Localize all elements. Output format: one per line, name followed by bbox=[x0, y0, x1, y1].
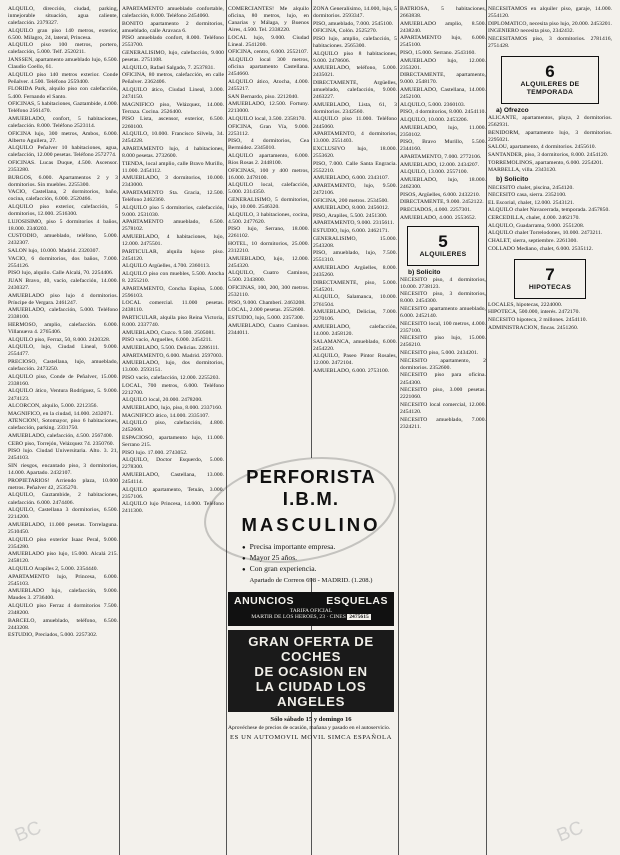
classified-ad: APARTAMENTO lujo, 6.000. 2545100. bbox=[400, 35, 486, 49]
section-label: HIPOTECAS bbox=[528, 283, 572, 291]
classified-ad: LOCAL comercial. 11.000 pesetas. 2438110. bbox=[122, 300, 224, 314]
classified-ad: APARTAMENTO, 4 dormitorios, 13.000. 2551403. bbox=[313, 131, 397, 145]
classified-ad: NECESITO piso para oficina. 2454300. bbox=[400, 372, 486, 386]
classified-ad: NECESITAMOS piso, 3 dormitorios. 2781416, 2751428. bbox=[488, 35, 612, 50]
classified-ad: DIRECTAMENTE, Argüelles, amueblado, calefacción, 9.000. 2463227. bbox=[313, 80, 397, 101]
classified-ad: ALQUILO Peñalver 10 habitaciones, agua, calefacción, 12.000 pesetas. Teléfono 2572774. bbox=[8, 145, 118, 159]
classified-ad: AMUEBLADO, 12.000. 2434207. bbox=[400, 161, 480, 168]
classified-ad: ZONA Generalísimo, 14.000, lujo, 5 dormitorios. 2593347. bbox=[313, 6, 397, 20]
classified-ad: PISO, 4 dormitorios, 8.000. 2454110. bbox=[400, 109, 486, 116]
classified-ad: AMUEBLADO, lujo, 12.000. 2454320. bbox=[228, 255, 309, 269]
classified-ad: APARTAMENTO lujo, 4 habitaciones, 8.000 pesetas. 2732600. bbox=[122, 145, 224, 159]
classified-ad: PISO, 7.000. Calle Santa Engracia. 2552210. bbox=[313, 160, 397, 174]
classified-ad: APARTAMENTO lujo, Princesa, 6.000. 2545103. bbox=[8, 573, 118, 587]
classified-ad: AMUEBLADO, Delicias, 7.000. 2270106. bbox=[313, 309, 397, 323]
classified-ad: AMUEBLADO piso lujo, 15.000. Alcalá 215. 2458120. bbox=[8, 551, 118, 565]
classified-ad: ALQUILO ático, Ventura Rodríguez, 5. 9.000. 2474123. bbox=[8, 388, 118, 402]
classified-ad: APARTAMENTO, 6.000. Madrid. 2597003. bbox=[122, 352, 224, 359]
classified-ad: ALQUILO local 300 metros, oficina apartamento Castellana. 2454660. bbox=[228, 57, 309, 78]
ad-anuncios-label: ANUNCIOS bbox=[234, 595, 295, 607]
classified-ad: AMUEBLADO, 3 dormitorios, 10.000. 2343000. bbox=[122, 175, 224, 189]
classified-ad: COLLADO Mediano, chalet, 6.000. 2535112. bbox=[488, 245, 594, 252]
classified-ad: ALQUILO, dirección, ciudad, parking, inmejorable situación, agua caliente, calefacción. 2379327. bbox=[8, 6, 118, 27]
classified-ad: AMUEBLADO, Cuzco. 9.500. 2505081. bbox=[122, 329, 216, 336]
classified-ad: EXCLUSIVO lujo, 18.000. 2553620. bbox=[313, 145, 397, 159]
classified-ad: PRECIOSO, Castellana, lujo, amueblado, calefacción. 2473250. bbox=[8, 359, 118, 373]
classified-ad: AMUEBLADO, 8.000. 2456012. bbox=[313, 205, 390, 212]
classified-ad: NECESITO piso, 4 dormitorios, 10.000. 2738123. bbox=[400, 276, 486, 290]
classified-ad: OFICINAS. Lucas Duque, 4.500. Ascensor. 2353280. bbox=[8, 159, 118, 173]
classified-ad: VACIO, 6 dormitorios, dos baños, 7.000. 2554126. bbox=[8, 255, 118, 269]
classified-ad: LOCAL, 700 metros, 6.000. Teléfono 2212700. bbox=[122, 382, 224, 396]
classified-ad: AMUEBLADO, calefacción, 5.000. Teléfono 2338100. bbox=[8, 307, 118, 321]
classified-ad: ALQUILO piso, Ferraz, 50, 8.000. 2420328. bbox=[8, 336, 111, 343]
classified-ad: ALQUILO, Castellana 3 dormitorios, 6.500. 2214200. bbox=[8, 507, 118, 521]
classified-ad: NECESITO hipoteca, 2 millones. 2454110. bbox=[488, 316, 588, 323]
classified-ad: AMUEBLADO, Castellana, 14.000. 2452100. bbox=[400, 87, 486, 101]
ad-coches-line: LA CIUDAD LOS ANGELES bbox=[255, 678, 367, 709]
classified-ad: SANTANDER, piso, 3 dormitorios, 8.000. 2454120. bbox=[488, 152, 609, 159]
classified-ad: BATRIOSA, 5 habitaciones, 2663838. bbox=[400, 6, 486, 20]
classified-ad: JANSSEN, apartamento amueblado lujo, 6.500. Claudio Coello, 61. bbox=[8, 57, 118, 71]
classified-ad: AMUEBLADO, lujo, dos dormitorios, 13.000. 2593151. bbox=[122, 360, 224, 374]
classified-ad: DIRECTAMENTE, 9.000. 2452122. bbox=[400, 199, 484, 206]
classified-ad: LOCAL lujo, 9.000. Ciudad Lineal. 2541200. bbox=[228, 34, 309, 48]
classified-ad: APARTAMENTO Sta. Gracia, 12.500. Teléfono 2462360. bbox=[122, 189, 224, 203]
ad-requirement: ● Precisa importante empresa. bbox=[242, 542, 394, 553]
classified-ad: AMUEBLADO, 6.000. 2753100. bbox=[313, 367, 390, 374]
ad-coches-line: GRAN OFERTA DE COCHES bbox=[248, 633, 374, 664]
classified-ad: OFICINA, Colón. 2525270. bbox=[313, 28, 378, 35]
classified-ad: AMUEBLADO, lujo, 11.000. 2350102. bbox=[400, 124, 486, 138]
classified-ad: NECESITO piso, 3.000 pesetas. 2221060. bbox=[400, 387, 486, 401]
classified-ad: ALQUILO, Paseo Pintor Rosales, 12.000. 2472104. bbox=[313, 353, 397, 367]
classified-ad: EL Escorial, chalet, 12.000. 2543121. bbox=[488, 199, 575, 206]
ad-requirement: ● Mayor 25 años. bbox=[242, 553, 394, 564]
classified-ad: ALQUILO piso, Conde de Peñalver, 15.000. 2338160. bbox=[8, 373, 118, 387]
classified-ad: PISO Lista, ascensor, exterior, 6.500. 2260100. bbox=[122, 116, 224, 130]
classified-ad: FLORIDA Park, alquilo piso con calefacción, 5.400. Fernando el Santo. bbox=[8, 86, 118, 100]
classified-ad: CEBO piso, Torrejón, Velázquez 74. 2350760. bbox=[8, 440, 115, 447]
classified-ad: ALQUILO Argüelles, 4.700. 2360113. bbox=[122, 263, 211, 270]
classified-ad: PISO vacío, calefacción, 12.000. 2255203. bbox=[122, 374, 220, 381]
classified-ad: LOCALES, hipotecas, 2224000. bbox=[488, 301, 563, 308]
classified-ad: AMUEBLADO, Cuatro Caminos. 2344011. bbox=[228, 322, 309, 336]
classified-ad: OFICINAS, 100 y 400 metros, 16.000. 2478100. bbox=[228, 167, 309, 181]
classified-ad: APARTAMENTO amueblado, 6.500. 2578102. bbox=[122, 219, 224, 233]
classified-ad: ALQUILO local, 3.500. 2358170. bbox=[228, 115, 306, 122]
classified-ad: ALCORCON, alquilo, 5.000. 2212356. bbox=[8, 403, 98, 410]
classified-ad: ALQUILO piso, calefacción, 4.800. 2452600. bbox=[122, 420, 224, 434]
classified-ad: INGENIERO necesita piso, 2342432. bbox=[488, 28, 575, 35]
classified-ad: ALQUILO gran piso 140 metros, exterior, 6.500. Milagro, 24, lateral, Princesa. bbox=[8, 27, 118, 41]
classified-ad: PISO lujo. Ciudad Universitaria. Alto. 3. 21, 2454103. bbox=[8, 448, 118, 462]
classified-ad: DIRECTAMENTE, apartamento, 9.000. 2548170. bbox=[400, 72, 486, 86]
classified-ad: AMUEBLADO lujo, calefacción, 9.000. Maudes 3. 2736400. bbox=[8, 588, 118, 602]
classified-ad: OFICINA lujo, 300 metros, Ambos, 6.000. Alberto Aguilera, 27. bbox=[8, 130, 118, 144]
classified-ad: VACIO, Castellana, 2 dormitorios, baño, cocina, calefacción, 6.000. 2520466. bbox=[8, 189, 118, 203]
classified-ad: PISO, 15.000. Serrano. 2543160. bbox=[400, 50, 476, 57]
classified-ad: ALQUILO chalet Navacerrada, temporada. 2457850. bbox=[488, 207, 610, 214]
ad-coches-ocasion bbox=[228, 630, 394, 712]
classified-ad: NECESITO chalet, piscina, 2454120. bbox=[488, 184, 574, 191]
section-number: 6 bbox=[545, 62, 555, 82]
classified-ad: ALQUILO, Doctor Esquerdo, 5.000. 2278300. bbox=[122, 457, 224, 471]
section-header-temporada bbox=[501, 56, 599, 104]
classified-column-1 bbox=[8, 6, 118, 848]
classified-ad: PISO lujo. 17.000. 2743052. bbox=[122, 449, 188, 456]
classified-ad: MAGNIFICO piso, Velázquez, 14.000. Terraza. Cocina. 2526400. bbox=[122, 101, 224, 115]
svg-text:BC: BC bbox=[554, 817, 587, 847]
classified-ad: ALQUILO local, calefacción, 5.000. 2314350. bbox=[228, 182, 309, 196]
classified-ad: NECESITO piso lujo, 15.000. 2456210. bbox=[400, 335, 486, 349]
classified-column-5 bbox=[400, 6, 486, 848]
classified-ad: NECESITO piso, 3 dormitorios, 8.000. 2454300. bbox=[400, 291, 486, 305]
classified-ad: MAGNIFICO, en la ciudad, 14.000. 2432071. bbox=[8, 410, 114, 417]
classified-ad: AMUEBLADO, 12.500. Fortuny. 2213000. bbox=[228, 101, 309, 115]
classified-ad: PISO, Bravo Murillo, 5.500. 2344160. bbox=[400, 139, 486, 153]
classified-ad: ESTUDIO, lujo, 6.000. 2462171. bbox=[313, 228, 390, 235]
classified-ad: OFICINA, centro, 6.000. 2552107. bbox=[228, 49, 309, 56]
column-rule bbox=[226, 0, 227, 855]
classified-ad: AMUEBLADO, 6.000. 2343107. bbox=[313, 175, 390, 182]
section-label: ALQUILERES DE TEMPORADA bbox=[520, 81, 580, 97]
classified-ad: SALAMANCA, amueblado, 6.000. 2454220. bbox=[313, 338, 397, 352]
column-rule bbox=[486, 0, 487, 855]
classified-ad: AMUEBLADO, lujo, piso, 8.000. 2337160. bbox=[122, 404, 223, 411]
classified-ad: LUJOSISIMO, piso 5 dormitorios 4 baños, 18.000. 2340203. bbox=[8, 218, 118, 232]
classified-ad: NECESITO local, 100 metros, 4.000. 2357100. bbox=[400, 320, 486, 334]
classified-ad: HERMOSO, amplio, calefacción. 6.000. Villanueva 4. 2765406. bbox=[8, 322, 118, 336]
classified-ad: AMUEBLADO amplio, 8.500. 2438240. bbox=[400, 20, 486, 34]
classified-ad: PISO, amueblado, lujo, 7.500. 2551310. bbox=[313, 250, 397, 264]
classified-ad: AMUEBLADO piso lujo 4 dormitorios. Príncipe de Vergara. 2461247. bbox=[8, 292, 118, 306]
classified-ad: ALICANTE, apartamentos, playa, 2 dormitorios. 2562931. bbox=[488, 115, 612, 129]
classified-ad: ALQUILO chalet Torrelodones, 10.000. 2473211. bbox=[488, 230, 603, 237]
classified-ad: ALQUILO, Gaztambide, 2 habitaciones, calefacción. 6.000. 2474406. bbox=[8, 492, 118, 506]
classified-ad: PISO, 9.000. Chamberí. 2463208. bbox=[228, 299, 306, 306]
classified-ad: TIENDA, local amplio, calle Bravo Murillo, 11.000. 2454112. bbox=[122, 160, 224, 174]
ad-footer: Apartado de Correos 698 - MADRID. (1.208.) bbox=[249, 577, 373, 584]
ad-title: PERFORISTA I.B.M. bbox=[246, 466, 376, 509]
classified-ad: ALQUILO ático, Ciudad Lineal, 3.000. 2474150. bbox=[122, 87, 224, 101]
classified-ad: AMUEBLADO Argüelles, 8.000. 2435260. bbox=[313, 265, 397, 279]
subsection-ofrezco: a) Ofrezco bbox=[496, 107, 529, 115]
classified-ad: PISO vacío, Arguelles, 6.000. 2454211. bbox=[122, 337, 213, 344]
classified-ad: ESPACIOSO, apartamento lujo, 11.000. Serrano 215. bbox=[122, 434, 224, 448]
classified-ad: OFICINAS, 100, 200, 300 metros. 2532110. bbox=[228, 285, 309, 299]
classified-ad: ALQUILO piso 5 dormitorios, calefacción, 9.000. 2531030. bbox=[122, 204, 224, 218]
classified-ad: AMUEBLADO, Castellana, 13.000. 2454114. bbox=[122, 471, 224, 485]
classified-ad: NECESITO amueblado, 7.000. 2324211. bbox=[400, 416, 486, 430]
classified-ad: PISO, Arapiles, 5.500. 2451300. bbox=[313, 212, 388, 219]
classified-ad: MARBELLA, villa. 2343120. bbox=[488, 167, 557, 174]
ad-dates: Sólo sábado 15 y domingo 16 bbox=[270, 716, 352, 723]
classified-ad: ALQUILO ático, Atocha, 4.000. 2455217. bbox=[228, 78, 309, 92]
classified-ad: PISO lujo, amplio, calefacción, 5 habitaciones. 2565300. bbox=[313, 35, 397, 50]
ad-subtitle: MASCULINO bbox=[241, 514, 381, 535]
classified-ad: ALQUILO, 5.000. 2360103. bbox=[400, 101, 466, 108]
classified-ad: JUAN Bravo, 40, vacío, calefacción, 14.000. 2430327. bbox=[8, 278, 118, 292]
classified-ad: NECESITO casa, sierra. 2352100. bbox=[488, 192, 567, 199]
classified-ad: AMUEBLADO, 11.000 pesetas. Torrelaguna. 2510450. bbox=[8, 521, 118, 535]
classified-ad: NECESITO apartamento amueblado, 6.000. 2452140. bbox=[400, 306, 486, 320]
classified-ad: APARTAMENTO amueblado confortable, calefacción, 8.000. Teléfono 2454060. bbox=[122, 6, 224, 20]
classified-ad: PARTICULAR, alquila piso Reina Victoria, 8.000. 2337740. bbox=[122, 315, 224, 329]
classified-ad: DIRECTAMENTE, piso, 5.000. 2545201. bbox=[313, 279, 397, 293]
ad-requirement: ● Con gran experiencia. bbox=[242, 564, 394, 575]
classified-ad: BENIDORM, apartamento lujo, 3 dormitorios. 2295021. bbox=[488, 129, 612, 143]
classified-ad: DIPLOMATICO, necesita piso lujo, 20.000. 2453201. bbox=[488, 20, 612, 27]
classified-ad: OFICINA, Gran Vía, 9.000. 2253112. bbox=[228, 123, 309, 137]
classified-ad: OFICINAS, 5 habitaciones, Gaztambide, 4.000. Teléfono 2561470. bbox=[8, 101, 118, 115]
classified-ad: ALQUILO, Rafael Salgado, 7. 2537831. bbox=[122, 64, 215, 71]
ad-tarifa: TARIFA OFICIAL bbox=[289, 608, 333, 614]
classified-ad: ALQUILO lujo Princesa, 14.000. Teléfono 2411300. bbox=[122, 501, 224, 515]
classified-ad: AMUEBLADO, calefacción, 4.500. 2567400. bbox=[8, 433, 114, 440]
classified-ad: OFICINA, 200 metros. 2534500. bbox=[313, 197, 389, 204]
classified-ad: MAGNIFICO ático, 14.000. 2335107. bbox=[122, 412, 210, 419]
classified-ad: HOTEL, 10 dormitorios, 25.000. 2312210. bbox=[228, 241, 309, 255]
classified-ad: CERCEDILLA, chalet, 4.000. 2462170. bbox=[488, 215, 580, 222]
classified-ad: ALQUILO piso 8 habitaciones, 9.000. 2478606. bbox=[313, 50, 397, 64]
classified-ad: BONITO apartamento 2 dormitorios, amueblado, calle Aravaca 6. bbox=[122, 20, 224, 34]
classified-ad: PISO lujo, alquilo. Calle Alcalá, 70. 2254406. bbox=[8, 270, 114, 277]
classified-ad: GENERALISIMO, 15.000. 2543208. bbox=[313, 235, 397, 249]
classified-ad: AMUEBLADO lujo, 12.000. 2353201. bbox=[400, 57, 486, 71]
classified-ad: GENERALISIMO, 5 dormitorios, lujo, 10.000. 2546320. bbox=[228, 196, 309, 210]
classified-ad: APARTAMENTO, Concha Espina, 5.000. 2596103. bbox=[122, 285, 224, 299]
classified-ad: ALQUILO piso 100 metros, portero, calefacción, 5.000. Telf. 2520211. bbox=[8, 42, 118, 56]
classified-ad: BARCELO, amueblado, teléfono, 6.500. 2443208. bbox=[8, 617, 118, 631]
classified-ad: TORREMOLINOS, apartamento, 6.000. 2254201. bbox=[488, 159, 604, 166]
classified-ad: ALQUILO local, 20.000. 2478200. bbox=[122, 397, 203, 404]
classified-column-6 bbox=[488, 6, 612, 848]
classified-ad: PARTICULAR, alquila lujoso piso. 2454120. bbox=[122, 248, 224, 262]
classified-ad: ESTUDIO, Preciados, 5.000. 2257302. bbox=[8, 632, 98, 639]
classified-ad: BURGOS, 6.000. Apartamentos 2 y 3 dormitorios. Sin muebles. 2255300. bbox=[8, 174, 118, 188]
ad-coches-text bbox=[228, 716, 394, 846]
classified-ad: PRECIADOS, 4.000. 2257301. bbox=[400, 206, 472, 213]
classified-ad: APARTAMENTO, 7.000. 2772106. bbox=[400, 154, 482, 161]
ad-phone: 2475615 bbox=[349, 614, 369, 620]
classified-ad: ALQUILO, 10.000. 2453206. bbox=[400, 117, 469, 124]
classified-ad: CHALET, sierra, septiembre. 2261300. bbox=[488, 237, 578, 244]
classified-ad: APARTAMENTO, lujo, 9.500. 2472106. bbox=[313, 182, 397, 196]
classified-ad: ALQUILO apartamento, 6.000. Ríos Rosas 2. 2448100. bbox=[228, 152, 309, 166]
classified-ad: AMUEBLADO, lujo, 18.000. 2462300. bbox=[400, 176, 486, 191]
classified-ad: PROPIETARIOS! Arriendo plaza, 10.000 metros. Peñalver 42, 2535270. bbox=[8, 477, 118, 491]
classified-ad: ALQUILO, lujo, Ciudad Lineal, 9.000. 2554477. bbox=[8, 344, 118, 358]
classified-ad: PISO, 4 dormitorios, Cea Bermúdez. 2345010. bbox=[228, 138, 309, 152]
classified-ad: PISO amueblado confort, 8.000. Teléfono 2553700. bbox=[122, 35, 224, 49]
classified-ad: NECESITO local comercial, 12.000. 2454120. bbox=[400, 401, 486, 415]
section-number: 5 bbox=[438, 231, 448, 251]
classified-ad: LOCAL, 2.000 pesetas. 2552600. bbox=[228, 307, 305, 314]
classified-ad: AMUEBLADO, confort, 5 habitaciones, calefacción. 8.000. Teléfono 2523114. bbox=[8, 115, 118, 129]
classified-ad: ALQUILO piso exterior Isaac Peral, 9.000. 2354280. bbox=[8, 536, 118, 550]
classified-ad: ALQUILO, Guadarrama, 9.000. 2551208. bbox=[488, 222, 585, 229]
classified-ad: PISO, amueblado, 7.000. 2545100. bbox=[313, 20, 394, 27]
classified-ad: OFICINA, 80 metros, calefacción, en calle Peñalver. 2362406. bbox=[122, 72, 224, 86]
classified-ad: ALQUILO, Salamanca, 10.000. 2761504. bbox=[313, 294, 397, 308]
classified-ad: AMUEBLADO, 5.500. Delicias. 2286111. bbox=[122, 345, 220, 351]
classified-column-3 bbox=[228, 6, 309, 461]
classified-ad: ALQUILO, 10.000. Francisco Silvela, 34. 2454228. bbox=[122, 131, 224, 145]
classified-ad: AMUEBLADO, Lista, 61, 3 dormitorios. 2342560. bbox=[313, 101, 397, 115]
subsection-solicito: b) Solicito bbox=[408, 268, 441, 276]
classified-ad: ALQUILO piso con muebles, 5.500. Atocha 8. 2255210. bbox=[122, 270, 224, 285]
classified-ad: ALQUILO, 3 habitaciones, cocina, 4.500. 2477620. bbox=[228, 211, 309, 225]
classified-ad: ATENCION!, Sotomayor, piso 6 habitaciones, calefacción, parking. 2331750. bbox=[8, 418, 118, 432]
classified-ad: AMUEBLADO, 4.000. 2553652. bbox=[400, 214, 477, 221]
section-number: 7 bbox=[545, 264, 555, 284]
classified-ad: NECESITO apartamento, 2 dormitorios. 2352600. bbox=[400, 357, 486, 371]
classified-ad: NECESITAMOS en alquiler piso, garaje, 14.000. 2554120. bbox=[488, 6, 612, 20]
classified-ad: PISO lujo, Serrano, 18.000. 2261102. bbox=[228, 226, 309, 240]
classified-ad: COMERCIANTES! Me alquilo oficina, 80 metros, lujo, en Canarias y Málaga, y Buenos Aires, 4.500. Tel. 2338220. bbox=[228, 6, 309, 34]
classified-column-2 bbox=[122, 6, 224, 848]
section-label: ALQUILERES bbox=[419, 250, 467, 258]
classified-ad: ALQUILO, Cuatro Caminos, 5.500. 2343800. bbox=[228, 270, 309, 284]
classified-ad: ALQUILO Arapiles 2, 5.000. 2354440. bbox=[8, 565, 98, 572]
subsection-solicito: b) Solicito bbox=[496, 176, 529, 184]
section-header-alquileres bbox=[407, 226, 479, 266]
classified-ad: SALOU, apartamento, 4 dormitorios. 2455610. bbox=[488, 144, 597, 151]
classified-ad: ALQUILO, 13.000. 2557100. bbox=[400, 169, 469, 176]
ad-coches-line: DE OCASION EN bbox=[254, 663, 368, 679]
section-header-hipotecas bbox=[514, 259, 586, 299]
ad-body: Aprovéchese de precios de ocasión, mañana y pasado en el autoservicio. bbox=[228, 725, 391, 732]
classified-ad: SAN Bernardo, piso. 2212040. bbox=[228, 93, 299, 100]
ad-requirements bbox=[242, 542, 394, 575]
classified-ad: ESTUDIO, lujo, 5.000. 2357300. bbox=[228, 315, 305, 322]
classified-ad: CUSTODIO, amueblado, teléfono, 5.000. 2432307. bbox=[8, 233, 118, 247]
classified-ad: ALQUILO piso 11.000. Teléfono 2445060. bbox=[313, 116, 397, 130]
classified-ad: HIPOTECA, 500.000, interés. 2472170. bbox=[488, 309, 580, 316]
classified-ad: AMUEBLADO, teléfono, 5.000. 2435021. bbox=[313, 65, 397, 79]
ad-slogan: ES UN AUTOMOVIL MOVIL SIMCA ESPAÑOLA bbox=[230, 734, 392, 742]
classified-ad: AMUEBLADO, 4 habitaciones, lujo, 12.000. 2475501. bbox=[122, 233, 224, 247]
svg-text:BC: BC bbox=[12, 817, 45, 847]
ad-address: MARTIR DE LOS HEROES, 23 · CINES bbox=[251, 614, 346, 620]
classified-ad: NECESITO piso, 5.000. 2434201. bbox=[400, 350, 479, 357]
classified-ad: PISOS, Argüelles, 6.000. 2432210. bbox=[400, 191, 481, 198]
classified-ad: SIN riesgos, encantado piso, 3 dormitorios, 14.000. Apartado. 2432107. bbox=[8, 463, 118, 477]
column-rule bbox=[398, 0, 399, 855]
classified-ad: ALQUILO piso Ferraz 4 dormitorios 7.500. 2348200. bbox=[8, 602, 118, 616]
ad-perforista bbox=[228, 458, 394, 584]
classified-ad: SALON lujo, 10.000. Madrid. 2320307. bbox=[8, 248, 100, 255]
ad-anuncios-esquelas bbox=[228, 592, 394, 626]
classified-ad: ADMINISTRACION, fincas. 2451260. bbox=[488, 324, 579, 331]
classified-ad: ALQUILO piso 140 metros exterior. Conde Peñalver. 4.500. Teléfono 2559400. bbox=[8, 71, 118, 85]
ad-esquelas-label: ESQUELAS bbox=[326, 595, 388, 607]
classified-ad: ALQUILO apartamento, Tetuán, 3.000. 2357106. bbox=[122, 486, 224, 500]
classified-ad: AMUEBLADO, calefacción, 14.000. 2458120. bbox=[313, 323, 397, 337]
classified-ad: GENERALISIMO, lujo, calefacción, 9.000 pesetas. 2751108. bbox=[122, 50, 224, 64]
column-rule bbox=[119, 0, 120, 855]
classified-ad: APARTAMENTO, 9.000. 2315611. bbox=[313, 220, 395, 227]
classified-ad: ALQUILO piso exterior, calefacción, 5 dormitorios, 12.000. 2516300. bbox=[8, 203, 118, 218]
